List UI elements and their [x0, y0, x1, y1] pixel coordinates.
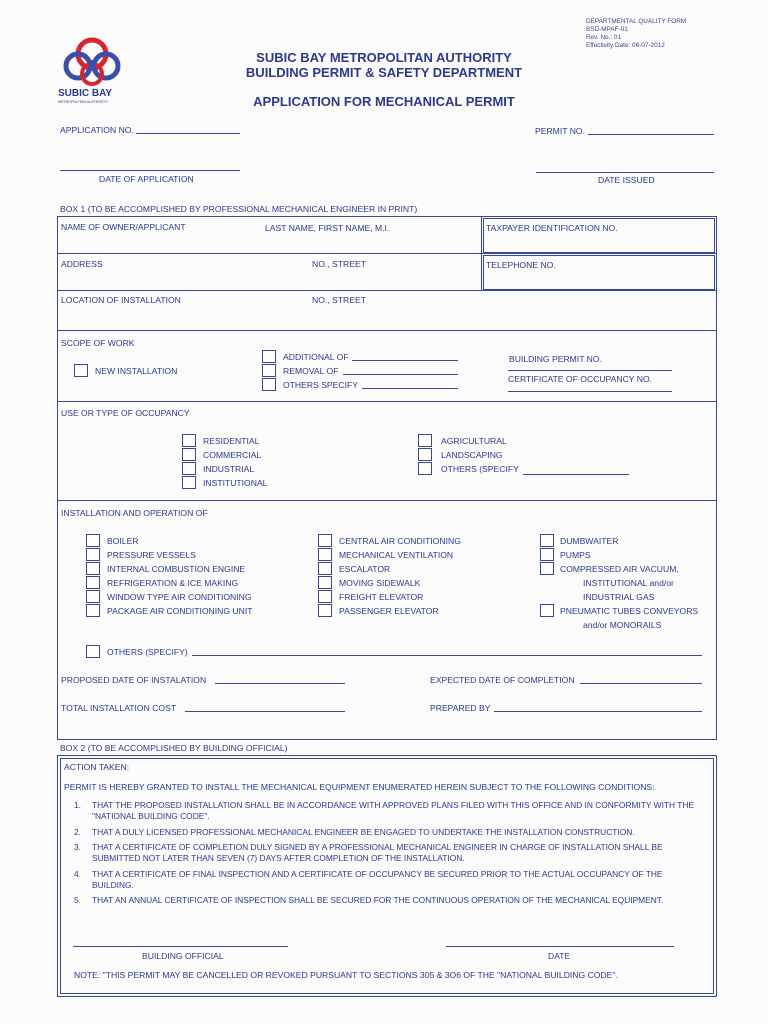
condition-number: 2.: [74, 827, 81, 837]
column-divider: [481, 216, 482, 290]
equipment-option-label: REFRIGERATION & ICE MAKING: [107, 578, 239, 588]
box1-caption: BOX 1 (TO BE ACCOMPLISHED BY PROFESSIONAL MECHANICAL ENGINEER IN PRINT): [60, 204, 418, 214]
total-cost-field[interactable]: [185, 711, 345, 712]
equipment-option-checkbox[interactable]: [86, 562, 100, 575]
prepared-by-label: PREPARED BY: [430, 703, 491, 713]
permit-granted-text: PERMIT IS HEREBY GRANTED TO INSTALL THE MECHANICAL EQUIPMENT ENUMERATED HEREIN SUBJECT TO THE FOLLOWING CONDITIONS:: [64, 782, 655, 792]
equipment-option-label: DUMBWAITER: [560, 536, 619, 546]
form-effectivity-date: Effectivity Date: 06-07-2012: [586, 42, 665, 49]
equipment-option-checkbox[interactable]: [86, 590, 100, 603]
form-code-line1: DEPARTMENTAL QUALITY FORM: [586, 18, 687, 25]
occupancy-label: USE OR TYPE OF OCCUPANCY: [61, 408, 190, 418]
proposed-date-label: PROPOSED DATE OF INSTALATION: [61, 675, 207, 685]
new-installation-checkbox[interactable]: [74, 364, 88, 377]
equipment-option-label: MOVING SIDEWALK: [339, 578, 421, 588]
address-hint: NO., STREET: [312, 259, 366, 269]
equipment-option-checkbox[interactable]: [318, 534, 332, 547]
condition-number: 3.: [74, 842, 81, 852]
prepared-by-field[interactable]: [494, 711, 702, 712]
equipment-option-checkbox[interactable]: [86, 548, 100, 561]
owner-hint: LAST NAME, FIRST NAME, M.I.: [265, 223, 390, 233]
logo-text: SUBIC BAY: [58, 88, 113, 99]
occupancy-option-checkbox[interactable]: [182, 448, 196, 461]
condition-text: THAT AN ANNUAL CERTIFICATE OF INSPECTION SHALL BE SECURED FOR THE CONTINUOUS OPERATION OF THE MECHANICAL EQUIPMENT.: [92, 895, 664, 905]
telephone-label: TELEPHONE NO.: [486, 260, 556, 270]
equipment-option-label: PACKAGE AIR CONDITIONING UNIT: [107, 606, 253, 616]
installation-label: INSTALLATION AND OPERATION OF: [61, 508, 208, 518]
equipment-option-checkbox[interactable]: [318, 576, 332, 589]
occupancy-option-label: OTHERS (SPECIFY: [441, 464, 519, 474]
row-divider: [57, 330, 716, 331]
equipment-option-checkbox[interactable]: [318, 590, 332, 603]
condition-text: THAT THE PROPOSED INSTALLATION SHALL BE IN ACCORDANCE WITH APPROVED PLANS FILED WITH THIS OFFICE AND IN CONFORMITY WITH THE "NATIONAL BUILDING CODE".: [92, 800, 694, 821]
equipment-option-label: FREIGHT ELEVATOR: [339, 592, 424, 602]
condition-item: [74, 869, 714, 893]
location-label: LOCATION OF INSTALLATION: [61, 295, 181, 305]
building-official-label: BUILDING OFFICIAL: [142, 951, 224, 961]
equipment-option-checkbox[interactable]: [318, 562, 332, 575]
condition-text: THAT A CERTIFICATE OF FINAL INSPECTION AND A CERTIFICATE OF OCCUPANCY BE SECURED PRIOR TO THE ACTUAL OCCUPANCY OF THE BUILDING.: [92, 869, 663, 890]
others-specify-field[interactable]: [362, 388, 458, 389]
note-text: NOTE: "THIS PERMIT MAY BE CANCELLED OR REVOKED PURSUANT TO SECTIONS 305 & 3O6 OF THE "NATIONAL BUILDING CODE".: [74, 970, 618, 980]
total-cost-label: TOTAL INSTALLATION COST: [61, 703, 177, 713]
additional-field[interactable]: [352, 360, 458, 361]
occupancy-option-checkbox[interactable]: [418, 448, 432, 461]
equipment-option-label: MECHANICAL VENTILATION: [339, 550, 454, 560]
occupancy-option-label: AGRICULTURAL: [441, 436, 507, 446]
condition-number: 1.: [74, 800, 81, 810]
department-name: BUILDING PERMIT & SAFETY DEPARTMENT: [245, 65, 523, 80]
expected-date-field[interactable]: [580, 683, 702, 684]
scope-label: SCOPE OF WORK: [61, 338, 135, 348]
proposed-date-field[interactable]: [215, 683, 345, 684]
pneumatic-tubes-label-2: and/or MONORAILS: [583, 620, 662, 630]
logo-subtext: METROPOLITAN AUTHORITY: [58, 100, 108, 104]
occupancy-option-checkbox[interactable]: [418, 434, 432, 447]
equipment-option-label: PASSENGER ELEVATOR: [339, 606, 439, 616]
date-of-application-field[interactable]: [60, 170, 240, 171]
permit-no-field[interactable]: [588, 134, 714, 135]
equipment-option-label: BOILER: [107, 536, 139, 546]
removal-label: REMOVAL OF: [283, 366, 339, 376]
row-divider: [57, 290, 716, 291]
permit-no-label: PERMIT NO.: [535, 126, 585, 136]
date-issued-label: DATE ISSUED: [598, 175, 655, 185]
equipment-option-label: PRESSURE VESSELS: [107, 550, 196, 560]
condition-text: THAT A DULY LICENSED PROFESSIONAL MECHANICAL ENGINEER BE ENGAGED TO UNDERTAKE THE INSTALLATION CONSTRUCTION.: [92, 827, 635, 837]
occupancy-option-checkbox[interactable]: [182, 476, 196, 489]
date-label: DATE: [548, 951, 571, 961]
application-no-label: APPLICATION NO.: [60, 125, 134, 135]
equipment-option-checkbox[interactable]: [540, 534, 554, 547]
date-issued-field[interactable]: [536, 172, 714, 173]
row-divider: [57, 500, 716, 501]
condition-item: [74, 800, 714, 824]
compressed-air-label-2: INSTITUTIONAL and/or: [583, 578, 674, 588]
condition-item: [74, 895, 714, 919]
form-revision: Rev. No.: 01: [586, 34, 622, 41]
equipment-option-label: PUMPS: [560, 550, 591, 560]
row-divider: [57, 253, 716, 254]
installation-others-checkbox[interactable]: [86, 645, 100, 658]
date-of-application-label: DATE OF APPLICATION: [99, 174, 194, 184]
owner-label: NAME OF OWNER/APPLICANT: [61, 222, 186, 232]
tin-label: TAXPAYER IDENTIFICATION NO.: [486, 223, 618, 233]
equipment-option-label: ESCALATOR: [339, 564, 391, 574]
equipment-option-label: INTERNAL COMBUSTION ENGINE: [107, 564, 246, 574]
condition-number: 5.: [74, 895, 81, 905]
location-hint: NO., STREET: [312, 295, 366, 305]
condition-text: THAT A CERTIFICATE OF COMPLETION DULY SIGNED BY A PROFESSIONAL MECHANICAL ENGINEER IN CHARGE OF INSTALLATION SHALL BE SUBMITTED NOT LATER THAN SEVEN (7) DAYS AFTER COMPLETION OF THE INSTALLATION.: [92, 842, 663, 863]
occupancy-others-field[interactable]: [523, 474, 629, 475]
cert-occupancy-no-field[interactable]: [508, 391, 672, 392]
condition-number: 4.: [74, 869, 81, 879]
equipment-option-label: WINDOW TYPE AIR CONDITIONING: [107, 592, 252, 602]
removal-field[interactable]: [343, 374, 458, 375]
removal-checkbox[interactable]: [262, 364, 276, 377]
address-label: ADDRESS: [61, 259, 103, 269]
compressed-air-checkbox[interactable]: [540, 562, 554, 575]
equipment-option-checkbox[interactable]: [86, 534, 100, 547]
equipment-option-checkbox[interactable]: [86, 576, 100, 589]
others-specify-label: OTHERS SPECIFY: [283, 380, 358, 390]
pneumatic-tubes-label: PNEUMATIC TUBES CONVEYORS: [560, 606, 699, 616]
compressed-air-label: COMPRESSED AIR VACUUM,: [560, 564, 679, 574]
condition-item: [74, 842, 714, 866]
application-no-field[interactable]: [136, 133, 240, 134]
expected-date-label: EXPECTED DATE OF COMPLETION: [430, 675, 575, 685]
additional-label: ADDITIONAL OF: [283, 352, 349, 362]
date-signature-field[interactable]: [446, 946, 674, 947]
installation-others-field[interactable]: [192, 655, 702, 656]
occupancy-option-label: COMMERCIAL: [203, 450, 262, 460]
row-divider: [57, 401, 716, 402]
building-official-signature-field[interactable]: [73, 946, 288, 947]
occupancy-option-checkbox[interactable]: [182, 434, 196, 447]
others-specify-checkbox[interactable]: [262, 378, 276, 391]
action-taken-label: ACTION TAKEN:: [64, 762, 130, 772]
equipment-option-checkbox[interactable]: [318, 548, 332, 561]
equipment-option-label: CENTRAL AIR CONDITIONING: [339, 536, 461, 546]
building-permit-no-field[interactable]: [508, 370, 672, 371]
pneumatic-tubes-checkbox[interactable]: [540, 604, 554, 617]
occupancy-option-checkbox[interactable]: [182, 462, 196, 475]
compressed-air-label-3: INDUSTRIAL GAS: [583, 592, 655, 602]
installation-others-label: OTHERS (SPECIFY): [107, 647, 188, 657]
cert-occupancy-no-label: CERTIFICATE OF OCCUPANCY NO.: [508, 374, 653, 384]
form-title: APPLICATION FOR MECHANICAL PERMIT: [253, 94, 515, 109]
occupancy-option-label: INSTITUTIONAL: [203, 478, 268, 488]
equipment-option-checkbox[interactable]: [86, 604, 100, 617]
additional-checkbox[interactable]: [262, 350, 276, 363]
org-name: SUBIC BAY METROPOLITAN AUTHORITY: [256, 50, 512, 65]
occupancy-option-label: RESIDENTIAL: [203, 436, 260, 446]
box2-caption: BOX 2 (TO BE ACCOMPLISHED BY BUILDING OFFICIAL): [60, 743, 288, 753]
form-code-line2: BSD-MPAF-01: [586, 26, 628, 33]
occupancy-option-label: LANDSCAPING: [441, 450, 503, 460]
new-installation-label: NEW INSTALLATION: [95, 366, 178, 376]
occupancy-option-checkbox[interactable]: [418, 462, 432, 475]
equipment-option-checkbox[interactable]: [540, 548, 554, 561]
building-permit-no-label: BUILDING PERMIT NO.: [509, 354, 602, 364]
occupancy-option-label: INDUSTRIAL: [203, 464, 255, 474]
equipment-option-checkbox[interactable]: [318, 604, 332, 617]
